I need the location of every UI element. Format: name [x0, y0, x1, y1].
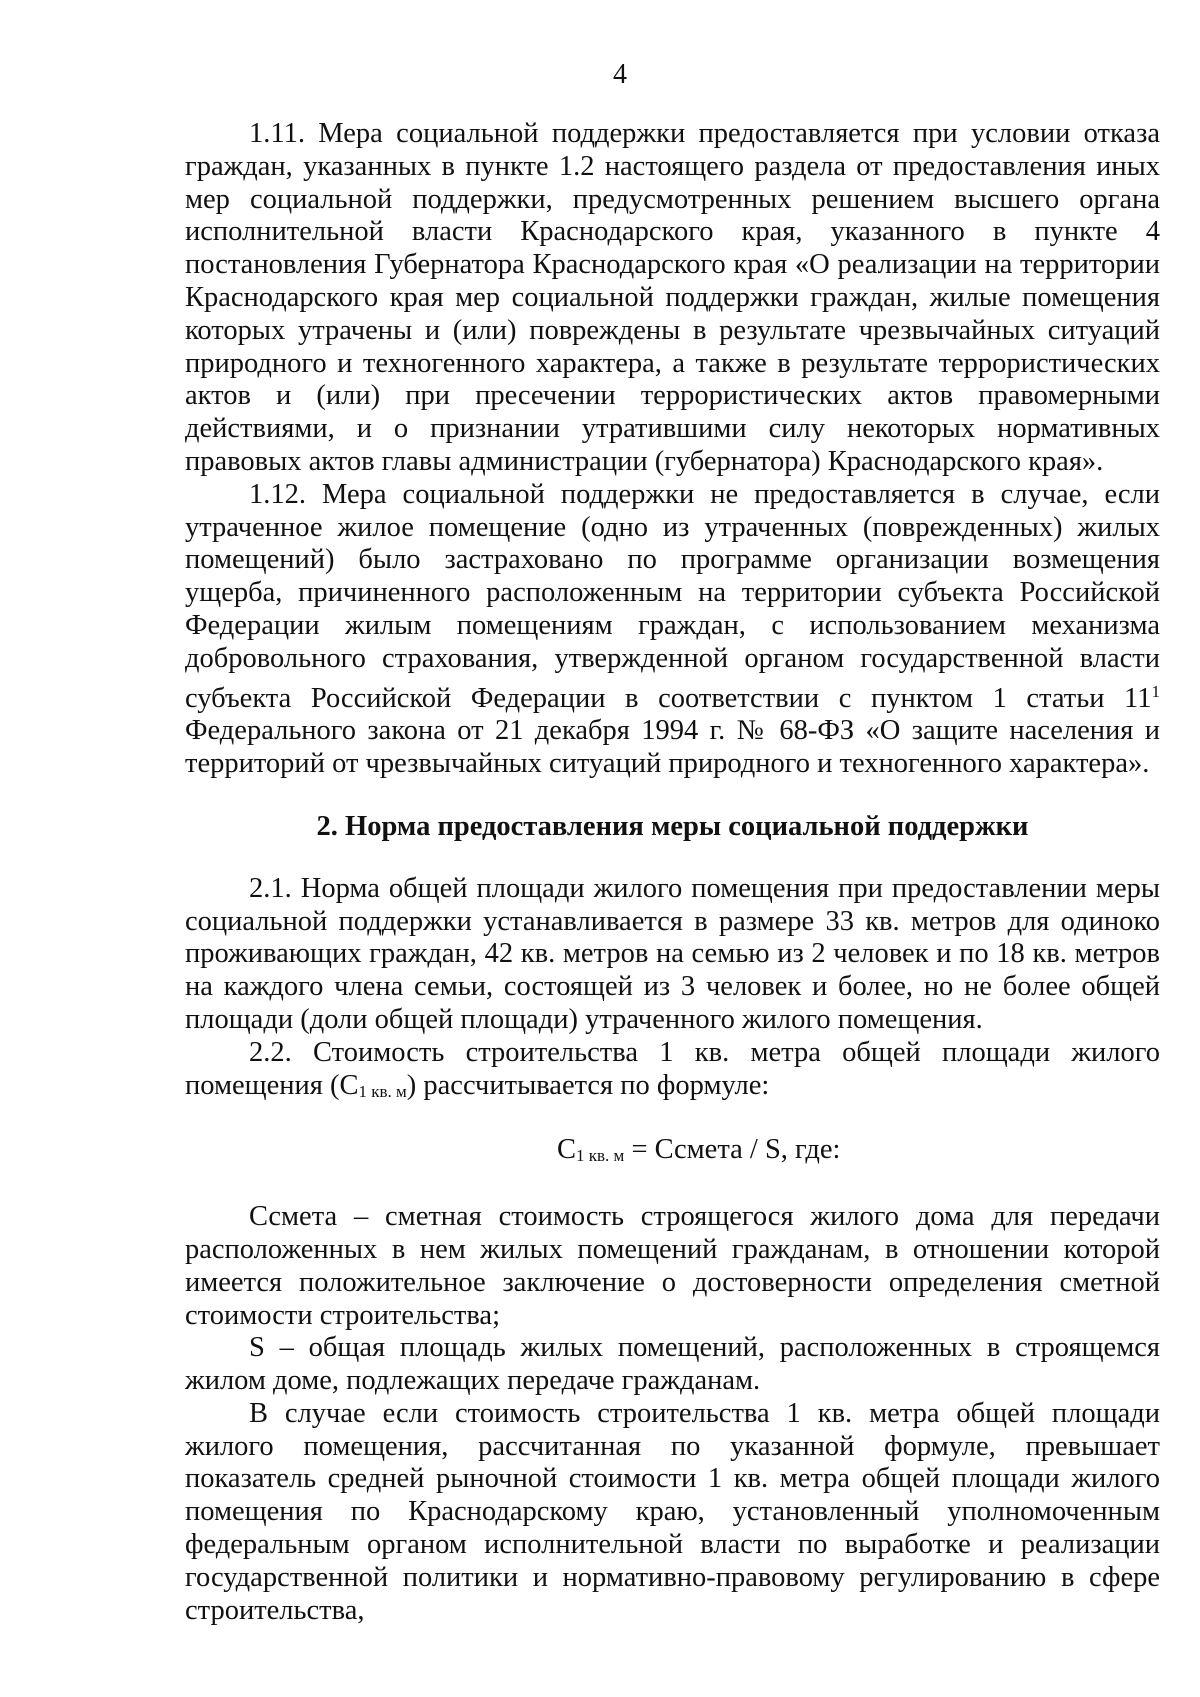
definition-s: S – общая площадь жилых помещений, расположенных в строящемся жилом доме, подлежащих передаче гражданам. [185, 1332, 1160, 1397]
cost-formula [185, 1134, 1160, 1173]
paragraph-2-2-text: 2.2. Стоимость строительства 1 кв. метра общей площади жилого помещения (С [185, 1036, 1160, 1101]
paragraph-2-2-text-end: ) рассчитывается по формуле: [406, 1069, 770, 1101]
paragraph-2-1: 2.1. Норма общей площади жилого помещения при предоставлении меры социальной поддержки устанавливается в размере 33 кв. метров для одиноко проживающих граждан, 42 кв. метров на семью из 2 человек и по 18 кв. метров на каждого члена семьи, состоящей из 3 человек и более, но не более общей площади (доли общей площади) утраченного жилого помещения. [185, 872, 1160, 1035]
paragraph-1-12-text: 1.12. Мера социальной поддержки не предоставляется в случае, если утраченное жилое помещение (одно из утраченных (поврежденных) жилых помещений) было застраховано по программе организации возмещения ущерба, причиненного расположенным на территории субъекта Российской Федерации жилым помещениям граждан, с использованием механизма добровольного страхования, утвержденной органом государственной власти субъекта Российской Федерации в соответствии с пунктом 1 статьи 11 [185, 478, 1160, 714]
paragraph-1-12 [185, 479, 1160, 781]
section-2-heading: 2. Норма предоставления меры социальной поддержки [316, 810, 1029, 842]
superscript-article: 1 [1151, 681, 1160, 701]
paragraph-case: В случае если стоимость строительства 1 кв. метра общей площади жилого помещения, рассчитанная по указанной формуле, превышает показатель средней рыночной стоимости 1 кв. метра общей площади жилого помещения по Краснодарскому краю, установленный уполномоченным федеральным органом исполнительной власти по выработке и реализации государственной политики и нормативно-правовому регулированию в сфере строительства, [185, 1397, 1160, 1626]
definition-smeta: Ссмета – сметная стоимость строящегося жилого дома для передачи расположенных в нем жилых помещений гражданам, в отношении которой имеется положительное заключение о достоверности определения сметной стоимости строительства; [185, 1201, 1160, 1331]
subscript-unit: 1 кв. м [358, 1081, 407, 1101]
paragraph-2-2 [185, 1037, 1160, 1109]
paragraph-1-12-text-end: Федерального закона от 21 декабря 1994 г. № 68-ФЗ «О защите населения и территорий от чрезвычайных ситуаций природного и техногенного характера». [185, 715, 1160, 780]
formula-symbol: С [557, 1134, 577, 1166]
page-number: 4 [613, 59, 627, 90]
formula-subscript: 1 кв. м [576, 1146, 625, 1166]
document-body [185, 118, 1160, 1627]
paragraph-1-11: 1.11. Мера социальной поддержки предоставляется при условии отказа граждан, указанных в пункте 1.2 настоящего раздела от предоставления иных мер социальной поддержки, предусмотренных решением высшего органа исполнительной власти Краснодарского края, указанного в пункте 4 постановления Губернатора Краснодарского края «О реализации на территории Краснодарского края мер социальной поддержки граждан, жилые помещения которых утрачены и (или) повреждены в результате чрезвычайных ситуаций природного и техногенного характера, а также в результате террористических актов и (или) при пресечении террористических актов правомерными действиями, и о признании утратившими силу некоторых нормативных правовых актов главы администрации (губернатора) Краснодарского края». [185, 118, 1160, 477]
formula-expression: = Ссмета / S, где: [624, 1134, 841, 1166]
